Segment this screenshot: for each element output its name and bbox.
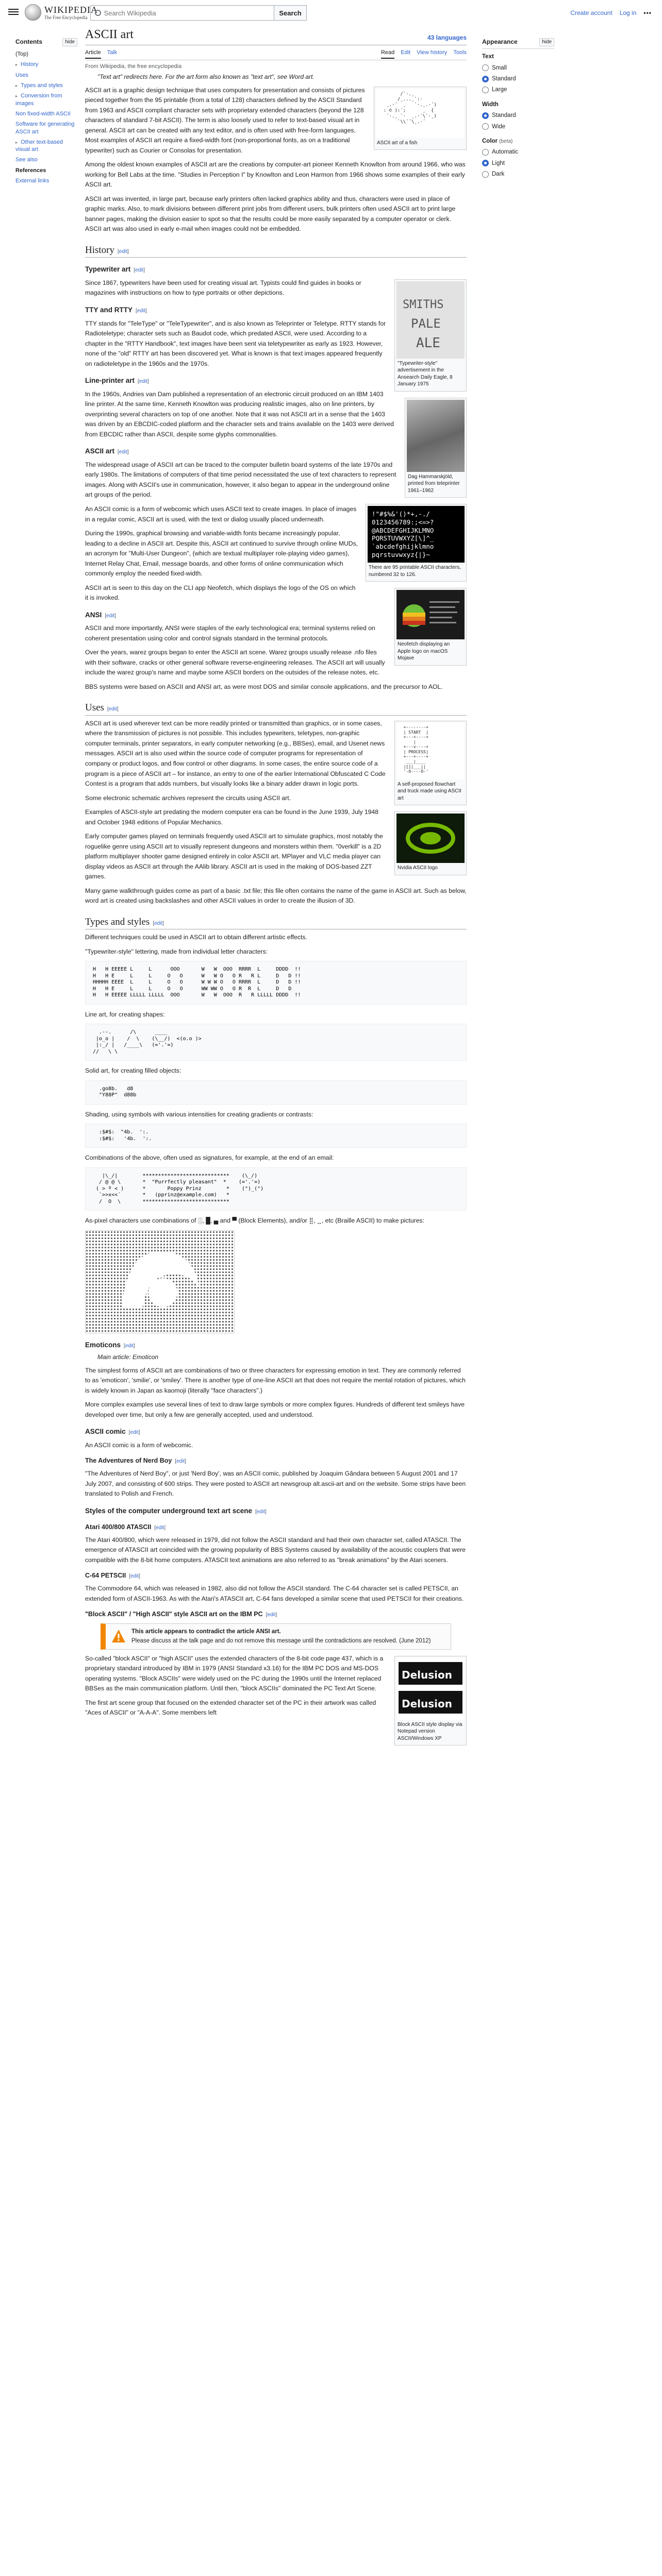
edit-link[interactable]: edit — [154, 920, 163, 926]
ansi-paragraph-1: ASCII and more importantly, ANSI were staples of the early technological era; terminal systems relied on coherent presentation using color and control signals standard in the terminal protocols. — [85, 624, 375, 642]
text-large-option[interactable]: Large — [482, 85, 554, 94]
appearance-hide-button[interactable]: hide — [539, 38, 554, 46]
svg-text:Delusion: Delusion — [402, 1668, 452, 1681]
printable-chars-figure — [366, 504, 467, 582]
radio-icon[interactable] — [482, 87, 489, 93]
edit-link[interactable]: edit — [119, 248, 127, 255]
block-ascii-paragraph-2: The first art scene group that focused on the extended character set of the PC in their artwork was called "Aces of ASCII" or "A-A-A". Some members left — [85, 1699, 376, 1717]
hello-world-art: H H EEEEE L L OOO W W OOO RRRR L DDDD !! H H E L L O O W W O O R R L D D !! HHHHH EEEE L L O O W W W O O RRRR L D D !! H H E L L O O WW WW O O R R L D D H H EEEEE LLLLL LLLLL OOO W W OOO R R LLLLL DDDD !! — [85, 961, 467, 1005]
delusion-caption: Block ASCII style display via Notepad version ASCII/Windows XP — [398, 1721, 462, 1741]
site-header — [0, 0, 662, 26]
emoticons-paragraph-1: The simplest forms of ASCII art are combinations of two or three characters for expressing emotion in text. They are commonly referred to as 'emoticon', 'smilie', or 'smiley'. There is another type of one-line ASCII art that does not require the mental rotation of pictures, which is widely known in Japan as kaomoji (literally "face characters".) — [85, 1366, 466, 1394]
uses-paragraph-5: Many game walkthrough guides come as part of a basic .txt file; this file often contains the name of the game in ASCII art. Such as below, word art is created using backslashes and other ASCII values in order to create the illusion of 3D. — [85, 887, 467, 905]
flowchart-ascii-image[interactable]: +--------+ | START | +---+----+ | +---v----+ | PROCESS| +---+----+ ___|____ |[]|___|| '-O----O-' — [396, 723, 465, 779]
lineprinter-heading: Line-printer art [edit] — [85, 377, 149, 385]
types-paragraph: Different techniques could be used in ASCII art to obtain different artistic effects. — [85, 934, 307, 941]
edit-link[interactable]: edit — [130, 1573, 139, 1580]
hammarskjold-caption: Dag Hammarskjöld, printed from teleprinter 1961–1962 — [408, 473, 460, 494]
emoticons-main-article: Main article: Emoticon — [97, 1353, 159, 1361]
printable-chars-caption: There are 95 printable ASCII characters, numbered 32 to 126. — [369, 565, 461, 578]
text-standard-option[interactable]: Standard — [482, 74, 554, 83]
tab-tools[interactable]: Tools — [453, 49, 467, 56]
underground-heading: Styles of the computer underground text art scene [edit] — [85, 1506, 267, 1515]
intro-paragraph-2: Among the oldest known examples of ASCII art are the creations by computer-art pioneer Kenneth Knowlton from around 1966, who was working for Bell Labs at the time. "Studies in Perception I" by Knowlton and Leon Harmon from 1966 shows some examples of their early ASCII art. — [85, 161, 466, 189]
uses-paragraph-4: Early computer games played on terminals frequently used ASCII art to simulate graphics, most notably the roguelike genre using ASCII art to visually represent dungeons and monsters within them. "0verkill" is a 2D platform multiplayer shooter game designed entirely in color ASCII art. MPlayer and VLC media player can display videos as ASCII art through the AAlib library. ASCII art is used in the making of DOS-based ZZT games. — [85, 833, 383, 880]
combo-label: Combinations of the above, often used as signatures, for example, at the end of an email: — [85, 1154, 334, 1162]
shading-art: :$#$: "4b. ':. :$#$: '4b. ':. — [85, 1124, 467, 1148]
color-label: Color (beta) — [482, 138, 513, 144]
radio-selected-icon[interactable] — [482, 160, 489, 166]
edit-link[interactable]: edit — [267, 1612, 276, 1618]
signature-art: |\_/| **************************** (\_/) / @ @ \ * "Purrfectly pleasant" * (='.'=) ( > º < ) * Poppy Prinz * (")_(") `>>x<<´ * (pprinz@example.com) * / O \ **************************** — [85, 1167, 467, 1211]
types-heading: Types and styles [edit] — [85, 916, 467, 930]
login-link[interactable]: Log in — [619, 9, 637, 16]
more-options-icon[interactable]: ••• — [643, 9, 652, 16]
tab-edit[interactable]: Edit — [401, 49, 411, 56]
lineprinter-paragraph: In the 1960s, Andries van Dam published a representation of an electronic circuit produced on an IBM 1403 line printer. At the same time, Kenneth Knowlton was producing realistic images, also on line printers, by overprinting several characters on top of one another. Note that it was not ASCII art in a sense that the 1403 was driven by an EBCDIC-coded platform and the character sets and trains available on the 1403 were derived from EBCDIC rather than ASCII, despite some glyphs commonalities. — [85, 390, 394, 438]
uses-heading: Uses [edit] — [85, 701, 467, 716]
printable-chars-image[interactable]: !"#$%&'()*+,-./ 0123456789:;<=>? @ABCDEFGHIJKLMNO PQRSTUVWXYZ[\]^_ `abcdefghijklmno pqrstuvwxyz{|}~ — [368, 506, 465, 563]
svg-text:ALE: ALE — [416, 335, 440, 351]
toc-item-history[interactable]: ▸ History — [15, 61, 39, 68]
logo-wordmark: WIKIPEDIA — [44, 4, 98, 15]
tab-article[interactable]: Article — [85, 48, 101, 59]
edit-link[interactable]: edit — [256, 1509, 265, 1515]
nvidia-figure — [394, 811, 467, 875]
nvidia-caption: Nvidia ASCII logo — [398, 865, 438, 871]
wikipedia-logo[interactable] — [25, 4, 98, 21]
width-group — [482, 100, 554, 131]
typewriter-caption: "Typewriter-style" advertisement in the Ansearch Daily Eagle, 8 January 1975 — [398, 360, 453, 387]
braille-art-image[interactable] — [85, 1230, 235, 1333]
uses-paragraph-3: Examples of ASCII-style art predating the modern computer era can be found in the June 1939, July 1948 and October 1948 editions of Popular Mechanics. — [85, 808, 379, 826]
flowchart-figure — [394, 721, 467, 806]
create-account-link[interactable]: Create account — [570, 9, 613, 16]
radio-icon[interactable] — [482, 171, 489, 178]
ansi-heading: ANSI [edit] — [85, 611, 116, 619]
nerd-boy-heading: The Adventures of Nerd Boy [edit] — [85, 1457, 186, 1465]
tty-paragraph: TTY stands for "TeleType" or "TeleTypewriter", and is also known as Teleprinter or Teletype. RTTY stands for Radioteletype; character sets such as Baudot code, which predated ASCII, were used. According to a chapter in the "RTTY Handbook", text images have been sent via teletypewriter as early as 1923. However, none of the "old" RTTY art has been discovered yet. What is known is that text images appeared frequently on radioteletype in the 1960s and the 1970s. — [85, 319, 386, 367]
edit-link[interactable]: edit — [119, 449, 127, 455]
typewriter-figure — [394, 279, 467, 392]
edit-link[interactable]: edit — [125, 1343, 134, 1349]
radio-selected-icon[interactable] — [482, 112, 489, 119]
toc-hide-button[interactable]: hide — [62, 38, 77, 46]
uses-paragraph-1: ASCII art is used wherever text can be more readily printed or transmitted than graphics, or in some cases, where the transmission of pictures is not possible. This includes typewriters, teletypes, non-graphic computer terminals, printer separators, in early computer networking (e.g., BBSes), email, and Usenet news messages. ASCII art is also used within the source code of computer programs for representation of company or product logos, and flow control or other diagrams. In some cases, the entire source code of a program is a piece of ASCII art – for instance, an entry to one of the earlier International Obfuscated C Code Contest is a program that adds numbers, but visually looks like a binary adder drawn in logic ports. — [85, 719, 386, 788]
delusion-block-art-image[interactable] — [396, 1658, 465, 1720]
atari-heading: Atari 400/800 ATASCII [edit] — [85, 1523, 166, 1531]
block-label: As-pixel characters use combinations of ░, █, ▄ and ▀ (Block Elements), and/or ⣿, ⣀, etc (Braille ASCII) to make pictures: — [85, 1217, 424, 1225]
toc-title: Contents — [15, 38, 42, 45]
c64-heading: C-64 PETSCII [edit] — [85, 1572, 140, 1580]
toc-item-external-links[interactable]: External links — [15, 178, 49, 184]
svg-text:SMITHS: SMITHS — [403, 298, 444, 311]
neofetch-figure — [394, 588, 467, 666]
page-title: ASCII art — [85, 28, 134, 41]
typewriter-style-label: "Typewriter-style" lettering, made from individual letter characters: — [85, 947, 268, 955]
tab-read[interactable]: Read — [381, 48, 394, 59]
edit-link[interactable]: edit — [106, 613, 115, 619]
edit-link[interactable]: edit — [135, 267, 144, 274]
tab-talk[interactable]: Talk — [107, 49, 118, 56]
appearance-title: Appearance — [482, 38, 518, 45]
search-button[interactable]: Search — [274, 5, 307, 21]
text-size-group — [482, 52, 554, 95]
notice-main-text: This article appears to contradict the article ANSI art. — [131, 1629, 281, 1635]
width-label: Width — [482, 101, 499, 108]
edit-link[interactable]: edit — [108, 706, 117, 713]
ansi-paragraph-3: BBS systems were based on ASCII and ANSI art, as were most DOS and similar console applications, and the precursor to AOL. — [85, 683, 443, 690]
ascii-paragraph-2: An ASCII comic is a form of webcomic which uses ASCII text to create images. In place of images in a regular comic, ASCII art is used, with the text or dialog usually placed underneath. — [85, 505, 357, 523]
color-light-option[interactable]: Light — [482, 159, 554, 168]
hammarskjold-figure — [405, 398, 467, 498]
chevron-right-icon[interactable]: ▸ — [15, 83, 18, 89]
toc-item-software[interactable]: Software for generating ASCII art — [15, 121, 75, 135]
notice-sub-text: Please discuss at the talk page and do not remove this message until the contradictions are resolved. (June 2012) — [131, 1638, 431, 1645]
fish-caption: ASCII art of a fish — [377, 140, 418, 146]
toc-item-top[interactable]: (Top) — [15, 51, 29, 58]
search-icon — [95, 10, 101, 16]
fish-figure — [374, 87, 467, 150]
from-wikipedia: From Wikipedia, the free encyclopedia — [85, 63, 182, 70]
warning-icon — [111, 1629, 126, 1644]
hatnote: "Text art" redirects here. For the art form also known as "text art", see Word art. — [97, 73, 315, 81]
edit-link[interactable]: edit — [137, 308, 145, 314]
search-input[interactable] — [104, 9, 274, 17]
hammarskjold-portrait-image[interactable] — [407, 400, 465, 472]
toc-item-uses[interactable]: Uses — [15, 72, 29, 78]
history-heading: History [edit] — [85, 244, 467, 258]
intro-paragraph-1: ASCII art is a graphic design technique that uses computers for presentation and consists of pictures pieced together from the 95 printable (from a total of 128) characters defined by the ASCII Standard from 1963 and ASCII compliant character sets with proprietary extended characters (beyond the 128 characters of standard 7-bit ASCII). The term is also loosely used to refer to text-based visual art in general. ASCII art can be created with any text editor, and is often used with free-form languages. Most examples of ASCII art require a fixed-width font (non-proportional fonts, as on a traditional typewriter) such as Courier or Consolas for presentation. — [85, 86, 365, 154]
nvidia-logo-image[interactable] — [396, 814, 465, 863]
intro-paragraph-3: ASCII art was invented, in large part, because early printers often lacked graphics ability and thus, characters were used in place of graphic marks. Also, to mark divisions between different print jobs from different users, bulk printers often used ASCII art to print large banner pages, making the division easier to spot so that the results could be more easily separated by a computer operator or clerk. ASCII art was also used in early e-mail when images could not be embedded. — [85, 195, 456, 233]
edit-link[interactable]: edit — [139, 379, 147, 385]
ansi-paragraph-2: Over the years, warez groups began to enter the ASCII art scene. Warez groups usually release .nfo files with their software, cracks or other general software reverse-engineering releases. The ASCII art will usually include the warez group's name and maybe some ASCII borders on the outsides of the release notes, etc. — [85, 649, 385, 676]
typewriter-ad-image[interactable] — [396, 281, 465, 359]
table-of-contents — [15, 37, 77, 186]
edit-link[interactable]: edit — [130, 1430, 139, 1436]
logo-tagline: The Free Encyclopedia — [44, 14, 88, 20]
appearance-panel — [482, 37, 554, 184]
block-ascii-heading: "Block ASCII" / "High ASCII" style ASCII art on the IBM PC [edit] — [85, 1611, 277, 1618]
chevron-right-icon[interactable]: ▸ — [15, 62, 18, 67]
width-standard-option[interactable]: Standard — [482, 111, 554, 120]
radio-icon[interactable] — [482, 149, 489, 156]
delusion-figure — [394, 1656, 467, 1746]
toc-item-see-also[interactable]: See also — [15, 157, 38, 163]
lineart-label: Line art, for creating shapes: — [85, 1010, 165, 1018]
ascii-art-heading: ASCII art [edit] — [85, 447, 129, 455]
chevron-right-icon[interactable]: ▸ — [15, 94, 18, 99]
flowchart-caption: A self-proposed flowchart and truck made using ASCII art — [398, 781, 461, 801]
tab-view-history[interactable]: View history — [417, 49, 448, 56]
radio-selected-icon[interactable] — [482, 76, 489, 82]
ascii-paragraph-4: ASCII art is seen to this day on the CLI app Neofetch, which displays the logo of the OS on which it is invoked. — [85, 584, 356, 602]
toc-item-types[interactable]: ▸ Types and styles — [15, 82, 63, 89]
emoticons-heading: Emoticons [edit] — [85, 1341, 135, 1349]
uses-paragraph-2: Some electronic schematic archives represent the circuits using ASCII art. — [85, 794, 291, 802]
c64-paragraph: The Commodore 64, which was released in 1982, also did not follow the ASCII standard. The C-64 character set is called PETSCII, an extended form of ASCII-1963. As with the Atari's ATASCII art, C-64 fans developed a similar scene that used PETSCII for their creations. — [85, 1585, 464, 1602]
solid-label: Solid art, for creating filled objects: — [85, 1067, 181, 1075]
color-dark-option[interactable]: Dark — [482, 170, 554, 179]
svg-text:PALE: PALE — [411, 316, 441, 331]
contradiction-notice — [101, 1623, 451, 1650]
ascii-paragraph-1: The widespread usage of ASCII art can be traced to the computer bulletin board systems of the late 1970s and early 1980s. The limitations of computers of that time period necessitated the use of text characters to represent images. Along with ASCII's use in communication, however, it also began to appear in the underground online art groups of the period. — [85, 461, 396, 499]
shading-label: Shading, using symbols with various intensities for creating gradients or contrasts: — [85, 1110, 313, 1118]
main-content — [85, 27, 467, 1750]
ascii-comic-paragraph: An ASCII comic is a form of webcomic. — [85, 1441, 193, 1449]
nerd-boy-paragraph: "The Adventures of Nerd Boy", or just 'Nerd Boy', was an ASCII comic, published by Joaquim Gândara between 5 August 2001 and 17 July 2007, and consisting of 600 strips. They were posted to ASCII art newsgroup alt.ascii-art and on the website. Some strips have been translated to Polish and French. — [85, 1470, 466, 1498]
atari-paragraph: The Atari 400/800, which were released in 1979, did not follow the ASCII standard and had their own character set, called ATASCII. The emergence of ATASCII art coincided with the growing popularity of BBS Systems caused by availability of the acoustic couplers that were compatible with the 8-bit home computers. ATASCII text animations are also referred to as "break animations" by the Atari sceners. — [85, 1536, 466, 1564]
toc-item-references[interactable]: References — [15, 167, 46, 174]
lineart-art: .--. /\ ____ |o_o | / \ (\__/) <(o.o )> |:_/ | /____\ (='.'=) // \ \ — [85, 1024, 467, 1061]
edit-link[interactable]: edit — [176, 1459, 185, 1465]
languages-button[interactable]: 43 languages — [427, 34, 467, 41]
page-tabs — [85, 46, 467, 60]
neofetch-image[interactable] — [396, 590, 465, 639]
text-small-option[interactable]: Small — [482, 63, 554, 73]
typewriter-heading: Typewriter art [edit] — [85, 265, 145, 274]
emoticons-paragraph-2: More complex examples use several lines of text to draw large symbols or more complex figures. Hundreds of different text smileys have developed over time, but only a few are generally accepted, used and understood. — [85, 1401, 465, 1418]
color-automatic-option[interactable]: Automatic — [482, 147, 554, 157]
text-size-label: Text — [482, 54, 494, 60]
toc-item-non-fixed[interactable]: Non fixed-width ASCII — [15, 110, 71, 117]
tty-heading: TTY and RTTY [edit] — [85, 306, 147, 314]
radio-icon[interactable] — [482, 123, 489, 130]
neofetch-caption: Neofetch displaying an Apple logo on macOS Mojave — [398, 641, 450, 662]
main-menu-icon[interactable] — [8, 7, 19, 18]
toc-item-conversion[interactable]: ▸ Conversion from images — [15, 93, 62, 107]
search-field[interactable] — [90, 5, 274, 21]
block-ascii-paragraph: So-called "block ASCII" or "high ASCII" uses the extended characters of the 8-bit code page 437, which is a proprietary standard introduced by IBM in 1979 (ANSI Standard x3.16) for the IBM PC DOS and MS-DOS operating systems. "Block ASCIIs" were widely used on the PC during the 1990s until the Internet replaced BBSes as the main communication platform. Until then, "block ASCIIs" dominated the PC Text Art Scene. — [85, 1654, 384, 1692]
globe-icon — [25, 4, 41, 21]
ascii-comic-heading: ASCII comic [edit] — [85, 1428, 140, 1436]
solid-art: .go8b. d8 "Y88P" d88b — [85, 1080, 467, 1105]
chevron-right-icon[interactable]: ▸ — [15, 140, 18, 145]
svg-text:Delusion: Delusion — [402, 1697, 452, 1710]
user-links — [570, 8, 652, 18]
ascii-paragraph-3: During the 1990s, graphical browsing and variable-width fonts became increasingly popular, leading to a decline in ASCII art. Despite this, ASCII art continued to survive through online MUDs, an acronym for "Multi-User Dungeon", (which are textual multiplayer role-playing video games), Internet Relay Chat, Email, message boards, and other forms of online communication which commonly employ the needed fixed-width. — [85, 530, 358, 578]
search-form — [90, 5, 307, 21]
toc-item-other-art[interactable]: ▸ Other text-based visual art — [15, 139, 63, 153]
typewriter-paragraph: Since 1867, typewriters have been used for creating visual art. Typists could find guides in books or magazines with instructions on how to type portraits or other depictions. — [85, 279, 361, 297]
color-group — [482, 137, 554, 179]
radio-icon[interactable] — [482, 64, 489, 71]
width-wide-option[interactable]: Wide — [482, 122, 554, 131]
edit-link[interactable]: edit — [156, 1524, 164, 1531]
fish-ascii-art: /`·.¸ /¸...¸`:· ¸.·´ ¸ `·.¸.·´) : © ):´; ¸ { `·.¸ `· ¸.·´\`·¸) `\\´´\¸.·´ — [376, 89, 465, 138]
